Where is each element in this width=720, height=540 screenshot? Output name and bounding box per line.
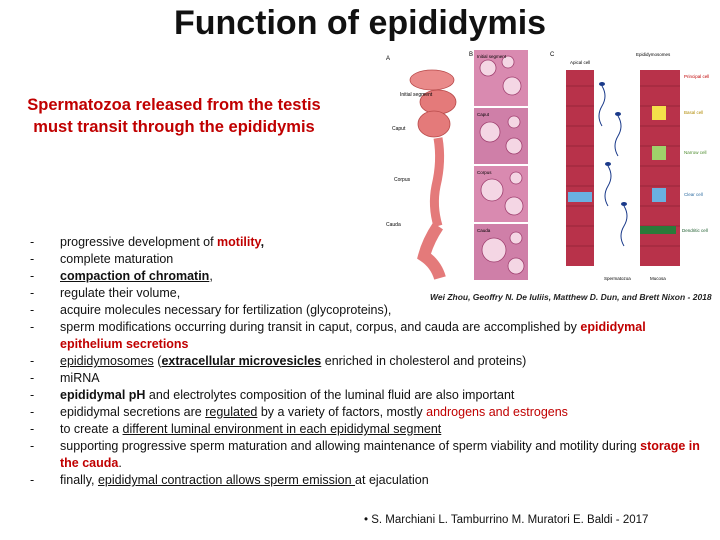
bullet-item [30,472,710,489]
label-cauda-b: Cauda [477,228,491,233]
slide-title: Function of epididymis [173,4,547,42]
initial-segment-shape [410,70,454,90]
bullet-text: finally, [60,473,98,487]
bullet-text: supporting progressive sperm maturation and allowing maintenance of sperm viability and motility during [60,439,641,453]
bullet-text: complete maturation [60,252,174,266]
label-initial-segment-a: Initial segment [400,92,433,98]
bullet-text: progressive development of [60,235,218,249]
label-corpus-a: Corpus [394,177,411,183]
bullet-emphasis: compaction of chromatin [60,269,210,283]
bullet-text: at ejaculation [355,473,429,487]
bullet-text: to create a [60,422,123,436]
bullet-dash: - [30,354,35,368]
bullet-text: epididymal contraction allows sperm emission [97,473,356,487]
bullet-text: regulate their volume, [60,286,181,300]
bullet-item [30,353,710,370]
bullet-dash: - [30,371,35,385]
bullet-dash: - [30,388,35,402]
bullet-item [30,387,710,404]
bullet-emphasis: androgens and estrogens [426,405,568,419]
bullet-item [30,251,710,268]
bullet-item [30,421,710,438]
bullet-dash: - [30,269,35,283]
bullet-emphasis: epididymal epithelium secretions [60,320,646,351]
bullet-item [30,234,710,251]
dendritic-cell-marker [640,226,676,234]
bullet-dash: - [30,320,35,334]
bullet-item [30,285,710,302]
label-apical-cell: Apical cell [570,60,591,65]
bullet-emphasis: storage in the cauda [60,439,700,470]
bullet-text: epididymal secretions are [60,405,206,419]
caput-shape-2 [418,111,450,137]
bullet-item [30,370,710,387]
bullet-emphasis: extracellular microvesicles [161,354,322,368]
bullet-text: . [118,456,122,470]
bullet-dash: - [30,235,35,249]
bullet-text: enriched in cholesterol and proteins) [321,354,527,368]
corpus-shape [434,138,439,226]
bullet-item [30,302,710,319]
subtitle-line-1: Spermatozoa released from the testis [27,96,321,114]
bullet-emphasis: epididymal pH [60,388,146,402]
bullet-dash: - [30,252,35,266]
bullet-text: and electrolytes composition of the luminal fluid are also important [145,388,515,402]
label-cauda-a: Cauda [386,222,401,228]
bullet-dash: - [30,473,35,487]
bullet-dash: - [30,405,35,419]
bullet-dash: - [30,286,35,300]
bullet-text: different luminal environment in each epididymal segment [122,422,442,436]
label-initial-segment-b: Initial segment [477,54,507,59]
label-caput-a: Caput [392,126,406,132]
label-dendritic-cell: Dendritic cell [682,228,708,233]
bullet-dash: - [30,422,35,436]
slide-subtitle [4,94,344,138]
bullet-text: regulated [205,405,258,419]
panel-label-a: A [386,56,391,62]
bullet-text: , [209,269,213,283]
figure-citation: Wei Zhou, Geoffry N. De Iuliis, Matthew D. Dun, and Brett Nixon - 2018 [430,292,712,302]
label-clear-cell: Clear cell [684,192,703,197]
bullet-text: by a variety of factors, mostly [257,405,427,419]
label-principal-cell: Principal cell [684,74,710,79]
basal-cell-marker [652,106,666,120]
bullet-item [30,438,710,472]
bullet-text: epididymosomes [60,354,154,368]
reference-citation: • S. Marchiani L. Tamburrino M. Muratori E. Baldi - 2017 [364,514,649,526]
bullet-list [30,234,710,489]
label-mucosa: Mucosa [650,276,666,281]
label-epididymosomes: Epididymosomes [636,52,671,57]
label-corpus-b: Corpus [477,170,492,175]
subtitle-line-2: must transit through the epididymis [33,118,315,136]
bullet-item [30,319,710,353]
bullet-item [30,268,710,285]
bullet-text: acquire molecules necessary for fertilization (glycoproteins), [60,303,392,317]
bullet-emphasis: motility [217,235,261,249]
label-caput-b: Caput [477,112,490,117]
bullet-dash: - [30,439,35,453]
bullet-text: sperm modifications occurring during transit in caput, corpus, and cauda are accomplished by [60,320,581,334]
label-basal-cell: Basal cell [684,110,704,115]
panel-label-c: C [550,52,555,58]
clear-cell-marker-left [568,192,592,202]
bullet-dash: - [30,303,35,317]
bullet-text: , [260,235,265,249]
panel-label-b: B [469,52,474,58]
bullet-item [30,404,710,421]
label-spermatozoa: Spermatozoa [604,276,631,281]
clear-cell-marker [652,188,666,202]
narrow-cell-marker [652,146,666,160]
label-narrow-cell: Narrow cell [684,150,707,155]
bullet-text: ( [153,354,162,368]
bullet-text: miRNA [60,371,100,385]
